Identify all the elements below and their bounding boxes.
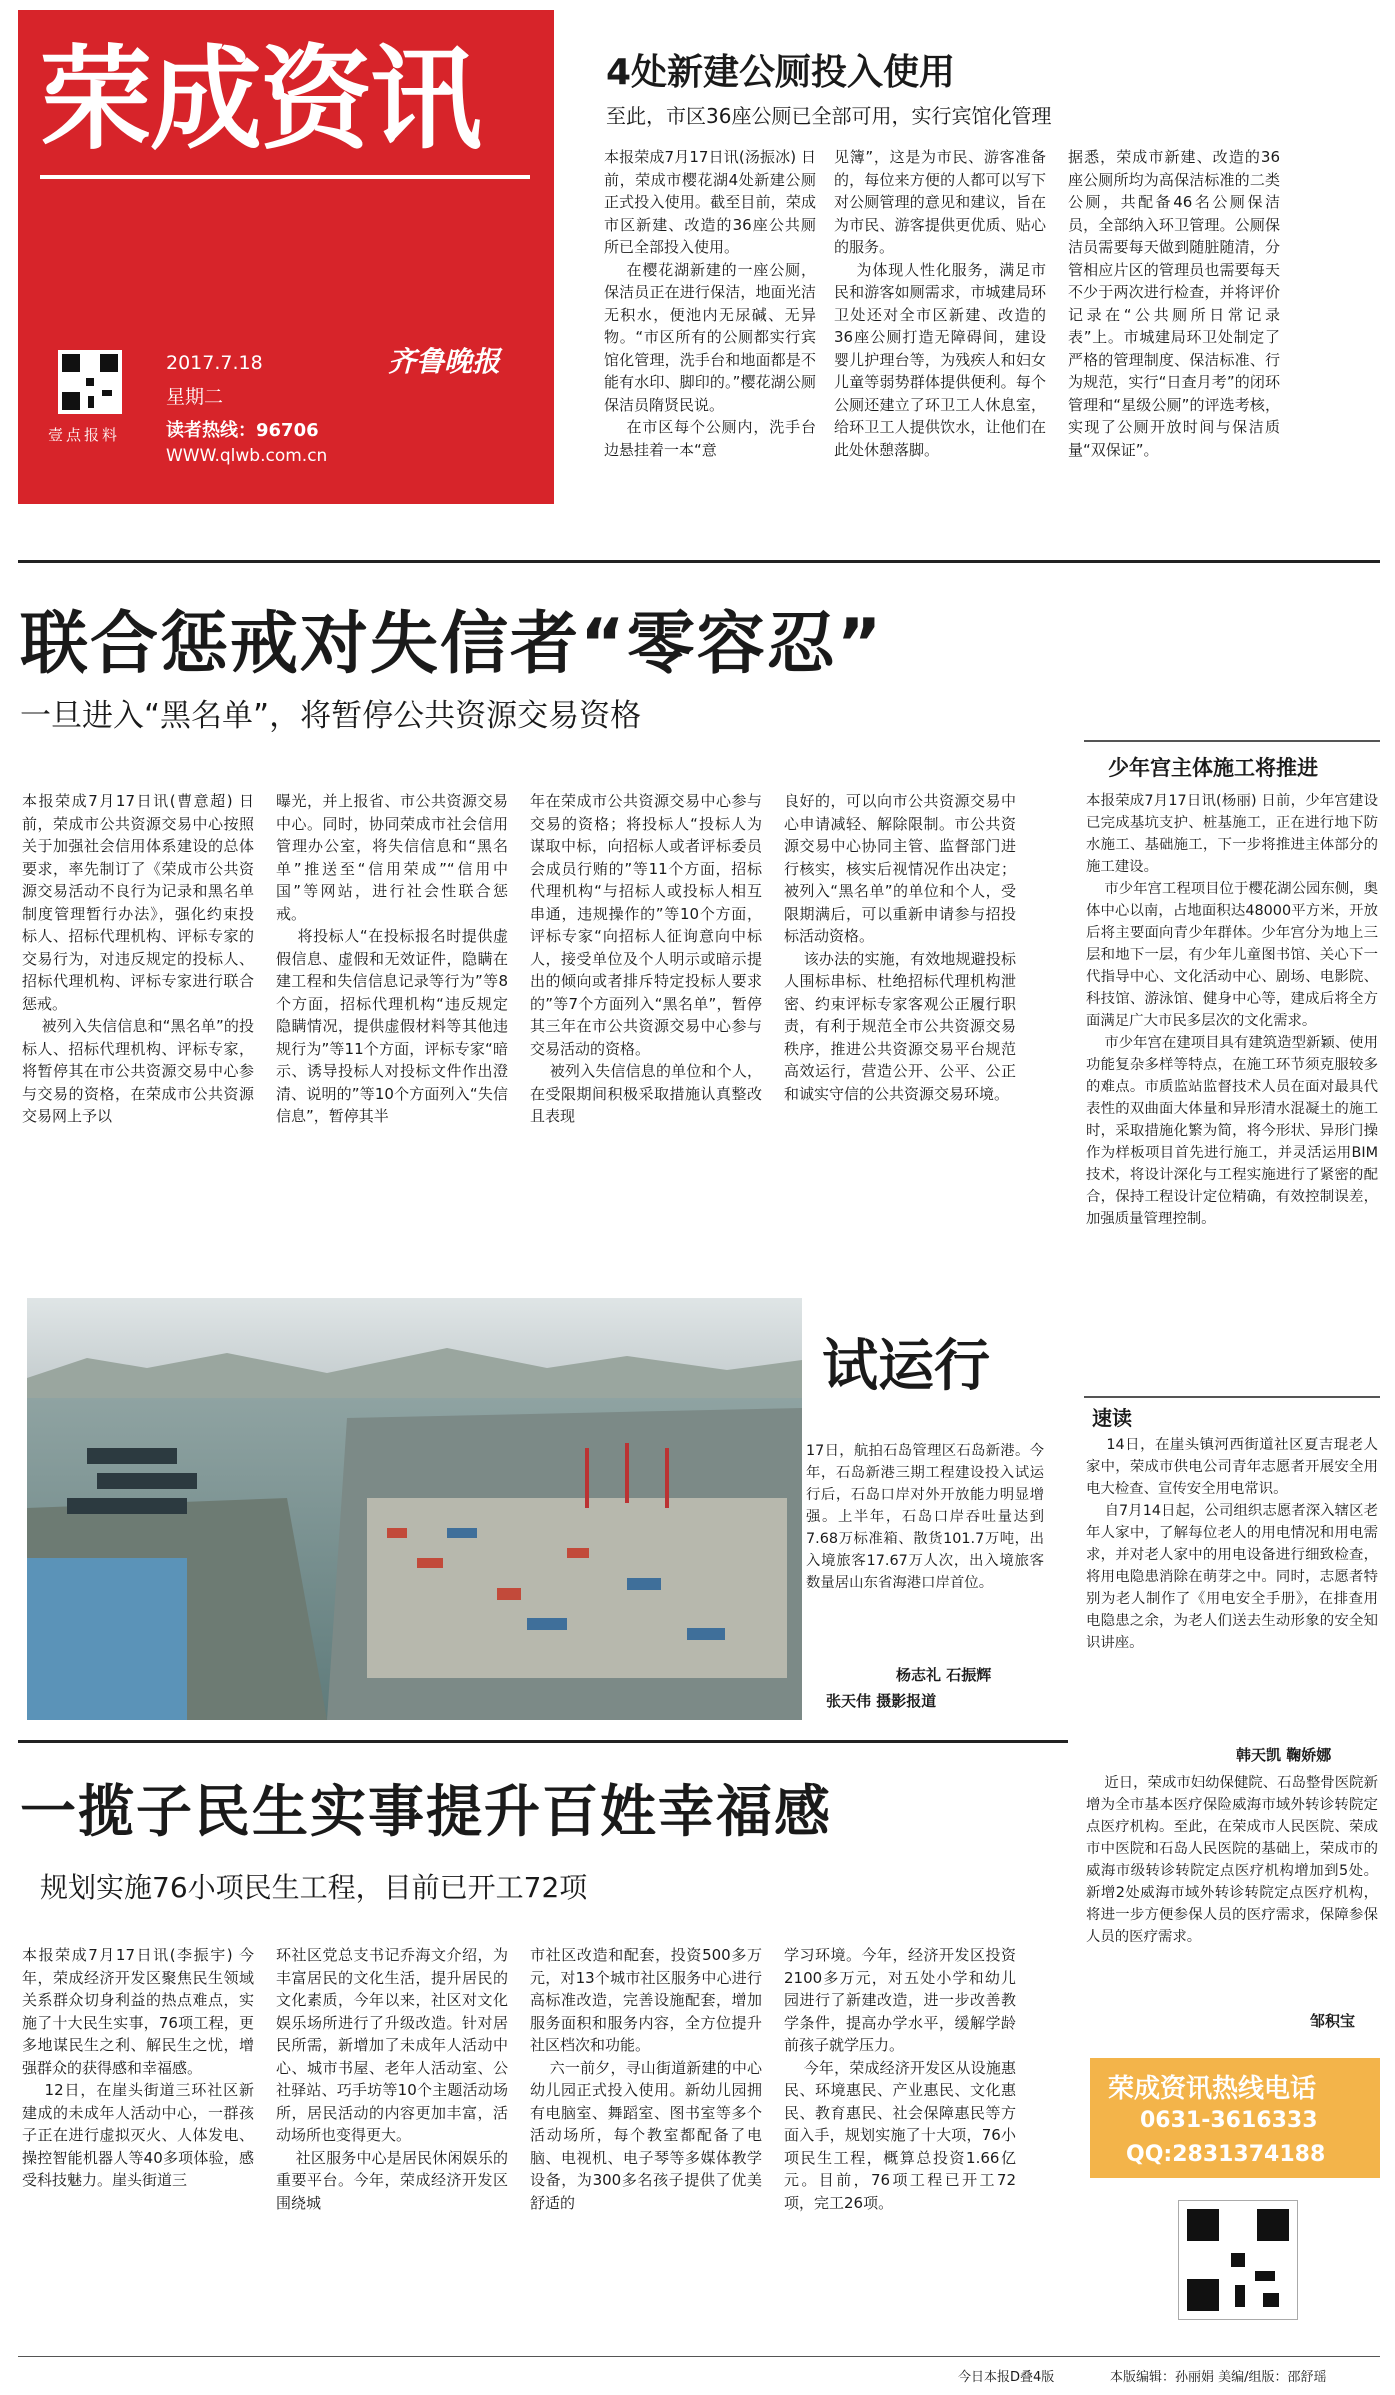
byline-brief-2: 邹积宝 (1310, 2012, 1356, 2030)
article-body-livelihood-col2: 环社区党总支书记乔海文介绍，为丰富居民的文化生活，提升居民的文化素质，今年以来，社区对文化娱乐场所进行了升级改造。针对居民所需，新增加了未成年人活动中心、城市书屋、老年人活动室、公社驿站、巧手坊等10个主题活动场所，居民活动的内容更加丰富，活动场所也变得更大。 社区服务中心是居民休闲娱乐的重要平台。今年，荣成经济开发区围绕城 (276, 1946, 508, 2212)
brand-logo: 荣成资讯 (40, 35, 480, 165)
article-body-livelihood-col3: 市社区改造和配套，投资500多万元，对13个城市社区服务中心进行高标准改造，完善设施配套，增加服务面积和服务内容，全方位提升社区档次和功能。 六一前夕，寻山街道新建的中心幼儿园正式投入使用。新幼儿园拥有电脑室、舞蹈室、图书室等多个活动场所，每个教室都配备了电脑、电视机、电子琴等多媒体教学设备，为300多名孩子提供了优美舒适的 (530, 1946, 762, 2212)
article-body-youth-palace: 本报荣成7月17日讯(杨丽) 日前，少年宫建设已完成基坑支护、桩基施工，正在进行地下防水施工、基础施工，下一步将推进主体部分的施工建设。 市少年宫工程项目位于樱花湖公园东侧，奥体中心以南，占地面积达48000平方米，开放后将主要面向青少年群体。少年宫分为地上三层和地下一层，有少年儿童图书馆、关心下一代指导中心、文化活动中心、剧场、电影院、科技馆、游泳馆、健身中心等，建成后将全方面满足广大市民多层次的文化需求。 市少年宫在建项目具有建筑造型新颖、使用功能复杂多样等特点，在施工环节须克服较多的难点。市质监站监督技术人员在面对最具代表性的双曲面大体量和异形清水混凝土的施工时，采取措施化繁为简，将今形状、异形门操作为样板项目首先进行施工，并灵活运用BIM技术，将设计深化与工程实施进行了紧密的配合，保持工程设计定位精确，有效控制误差，加强质量管理控制。 (1086, 793, 1378, 1227)
headline-credit: 联合惩戒对失信者“零容忍” (20, 605, 884, 684)
article-body-livelihood-col4: 学习环境。今年，经济开发区投资2100多万元，对五处小学和幼儿园进行了新建改造，进一步改善教学条件，提高办学水平，缓解学龄前孩子就学压力。 今年，荣成经济开发区从设施惠民、环境惠民、产业惠民、文化惠民、教育惠民、社会保障惠民等方面入手，规划实施了十大项，76小项民生工程，概算总投资1.66亿元。目前，76项工程已开工72项，完工26项。 (784, 1946, 1016, 2212)
hotline-box-title: 荣成资讯热线电话 (1108, 2074, 1317, 2104)
website-url[interactable]: WWW.qlwb.com.cn (166, 446, 328, 466)
byline-trial-1: 杨志礼 石振辉 (896, 1666, 992, 1684)
article-body-credit-col2: 曝光，并上报省、市公共资源交易中心。同时，协同荣成市社会信用管理办公室，将失信信息和“黑名单”推送至“信用荣成”“信用中国”等网站，进行社会性联合惩戒。 将投标人“在投标报名时提供虚假信息、虚假和无效证件，隐瞒在建工程和失信信息记录等行为”等8个方面，招标代理机构“违反规定隐瞒情况，提供虚假材料等其他违规行为”等11个方面，评标专家“暗示、诱导投标人对投标文件作出澄清、说明的”等10个方面列入“失信信息”，暂停其半 (276, 792, 508, 1125)
issue-date: 2017.7.18 (166, 352, 263, 374)
section-divider (18, 560, 1380, 563)
article-body-toilets-col3: 据悉，荣成市新建、改造的36座公厕所均为高保洁标准的二类公厕，共配备46名公厕保洁员，全部纳入环卫管理。公厕保洁员需要每天做到随脏随清，分管相应片区的管理员也需要每天不少于两次进行检查，并将评价记录在“公共厕所日常记录表”上。市城建局环卫处制定了严格的管理制度、保洁标准、行为规范，实行“日查月考”的闭环管理和“星级公厕”的评选考核，实现了公厕开放时间与保洁质量“双保证”。 (1068, 148, 1280, 459)
hotline-phone[interactable]: 0631-3616333 (1140, 2108, 1318, 2133)
brief-item-1: 14日，在崖头镇河西街道社区夏吉琨老人家中，荣成市供电公司青年志愿者开展安全用电大检查、宣传安全用电常识。 自7月14日起，公司组织志愿者深入辖区老年人家中，了解每位老人的用电情况和用电需求，并对老人家中的用电设备进行细致检查，将用电隐患消除在萌芽之中。同时，志愿者特别为老人制作了《用电安全手册》，在排查用电隐患之余，为老人们送去生动形象的安全知识讲座。 (1086, 1437, 1378, 1651)
article-body-toilets-col1: 本报荣成7月17日讯(汤振冰) 日前，荣成市樱花湖4处新建公厕正式投入使用。截至目前，荣成市区新建、改造的36座公共厕所已全部投入使用。 在樱花湖新建的一座公厕，保洁员正在进行保洁，地面光洁无积水，便池内无尿碱、无异物。“市区所有的公厕都实行宾馆化管理，洗手台和地面都是不能有水印、脚印的。”樱花湖公厕保洁员隋贤民说。 在市区每个公厕内，洗手台边悬挂着一本“意 (604, 148, 816, 459)
qr-code-icon (58, 350, 122, 414)
article-body-credit-col4: 良好的，可以向市公共资源交易中心申请减轻、解除限制。市公共资源交易中心协同主管、监督部门进行核实，核实后视情况作出决定；被列入“黑名单”的单位和个人，受限期满后，可以重新申请参与招投标活动资格。 该办法的实施，有效地规避投标人围标串标、杜绝招标代理机构泄密、约束评标专家客观公正履行职责，有利于规范全市公共资源交易秩序，推进公共资源交易平台规范高效运行，营造公开、公平、公正和诚实守信的公共资源交易环境。 (784, 792, 1016, 1103)
section-title-brief: 速读 (1092, 1406, 1132, 1430)
subheadline-livelihood: 规划实施76小项民生工程，目前已开工72项 (40, 1871, 588, 1904)
footer-editors: 本版编辑：孙丽娟 美编/组版：邵舒瑶 (1110, 2370, 1327, 2385)
reader-hotline: 读者热线：96706 (166, 420, 319, 441)
article-body-toilets-col2: 见簿”，这是为市民、游客准备的，每位来方便的人都可以写下对公厕管理的意见和建议，旨在为市民、游客提供更优质、贴心的服务。 为体现人性化服务，满足市民和游客如厕需求，市城建局环卫处还对全市区新建、改造的36座公厕打造无障碍间，建设婴儿护理台等，为残疾人和妇女儿童等弱势群体提供便利。每个公厕还建立了环卫工人休息室，给环卫工人提供饮水，让他们在此处休憩落脚。 (834, 148, 1046, 459)
headline-trial-run: 试运行 (822, 1334, 990, 1399)
photo-caption-trial-run: 17日，航拍石岛管理区石岛新港。今年，石岛新港三期工程建设投入试运行后，石岛口岸对外开放能力明显增强。上半年，石岛口岸吞吐量达到7.68万标准箱、散货101.7万吨，出入境旅客17.67万人次，出入境旅客数量居山东省海港口岸首位。 (806, 1443, 1044, 1591)
hotline-qq[interactable]: QQ:2831374188 (1126, 2142, 1326, 2167)
issue-weekday: 星期二 (166, 386, 224, 408)
qr-caption: 壹点报料 (48, 426, 121, 444)
byline-trial-2: 张天伟 摄影报道 (826, 1692, 937, 1710)
headline-youth-palace: 少年宫主体施工将推进 (1108, 756, 1318, 780)
article-body-credit-col1: 本报荣成7月17日讯(曹意超) 日前，荣成市公共资源交易中心按照关于加强社会信用体系建设的总体要求，率先制订了《荣成市公共资源交易活动不良行为记录和黑名单制度管理暂行办法》，强化约束投标人、招标代理机构、评标专家的交易行为，对违反规定的投标人、招标代理机构、评标专家进行联合惩戒。 被列入失信信息和“黑名单”的投标人、招标代理机构、评标专家，将暂停其在市公共资源交易中心参与交易的资格，在荣成市公共资源交易网上予以 (22, 792, 254, 1125)
article-subtitle-toilets: 至此，市区36座公厕已全部可用，实行宾馆化管理 (606, 104, 1052, 128)
headline-livelihood: 一揽子民生实事提升百姓幸福感 (20, 1780, 832, 1845)
footer-divider (18, 2356, 1380, 2357)
article-body-credit-col3: 年在荣成市公共资源交易中心参与交易的资格；将投标人“投标人为谋取中标，向招标人或者评标委员会成员行贿的”等11个方面，招标代理机构“与招标人或投标人相互串通，违规操作的”等10个方面，评标专家“向招标人征询意向中标人，接受单位及个人明示或暗示提出的倾向或者排斥特定投标人要求的”等7个方面列入“黑名单”，暂停其三年在市公共资源交易中心参与交易活动的资格。 被列入失信信息的单位和个人，在受限期间积极采取措施认真整改且表现 (530, 792, 762, 1125)
column-divider (1084, 1396, 1380, 1398)
footer-page-info: 今日本报D叠4版 (958, 2370, 1055, 2385)
byline-brief-1: 韩天凯 鞠娇娜 (1236, 1746, 1332, 1764)
column-divider (1084, 740, 1380, 742)
subheadline-credit: 一旦进入“黑名单”，将暂停公共资源交易资格 (20, 698, 642, 734)
brand-divider (40, 175, 530, 179)
newspaper-logo: 齐鲁晚报 (388, 345, 501, 378)
section-divider (18, 1740, 1068, 1743)
harbor-aerial-photo (27, 1298, 802, 1720)
qr-code-icon (1178, 2200, 1298, 2320)
article-title-toilets: 4处新建公厕投入使用 (606, 52, 956, 93)
brief-item-2: 近日，荣成市妇幼保健院、石岛整骨医院新增为全市基本医疗保险威海市域外转诊转院定点医疗机构。至此，在荣成市人民医院、荣成市中医院和石岛人民医院的基础上，荣成市的威海市级转诊转院定点医疗机构增加到5处。新增2处威海市域外转诊转院定点医疗机构，将进一步方便参保人员的医疗需求，保障参保人员的医疗需求。 (1086, 1775, 1378, 1945)
article-body-livelihood-col1: 本报荣成7月17日讯(李振宇) 今年，荣成经济开发区聚焦民生领域关系群众切身利益的热点难点，实施了十大民生实事，76项工程，更多地谋民生之利、解民生之忧，增强群众的获得感和幸福感。 12日，在崖头街道三环社区新建成的未成年人活动中心，一群孩子正在进行虚拟灭火、人体发电、操控智能机器人等40多项体验，感受科技魅力。崖头街道三 (22, 1946, 254, 2189)
